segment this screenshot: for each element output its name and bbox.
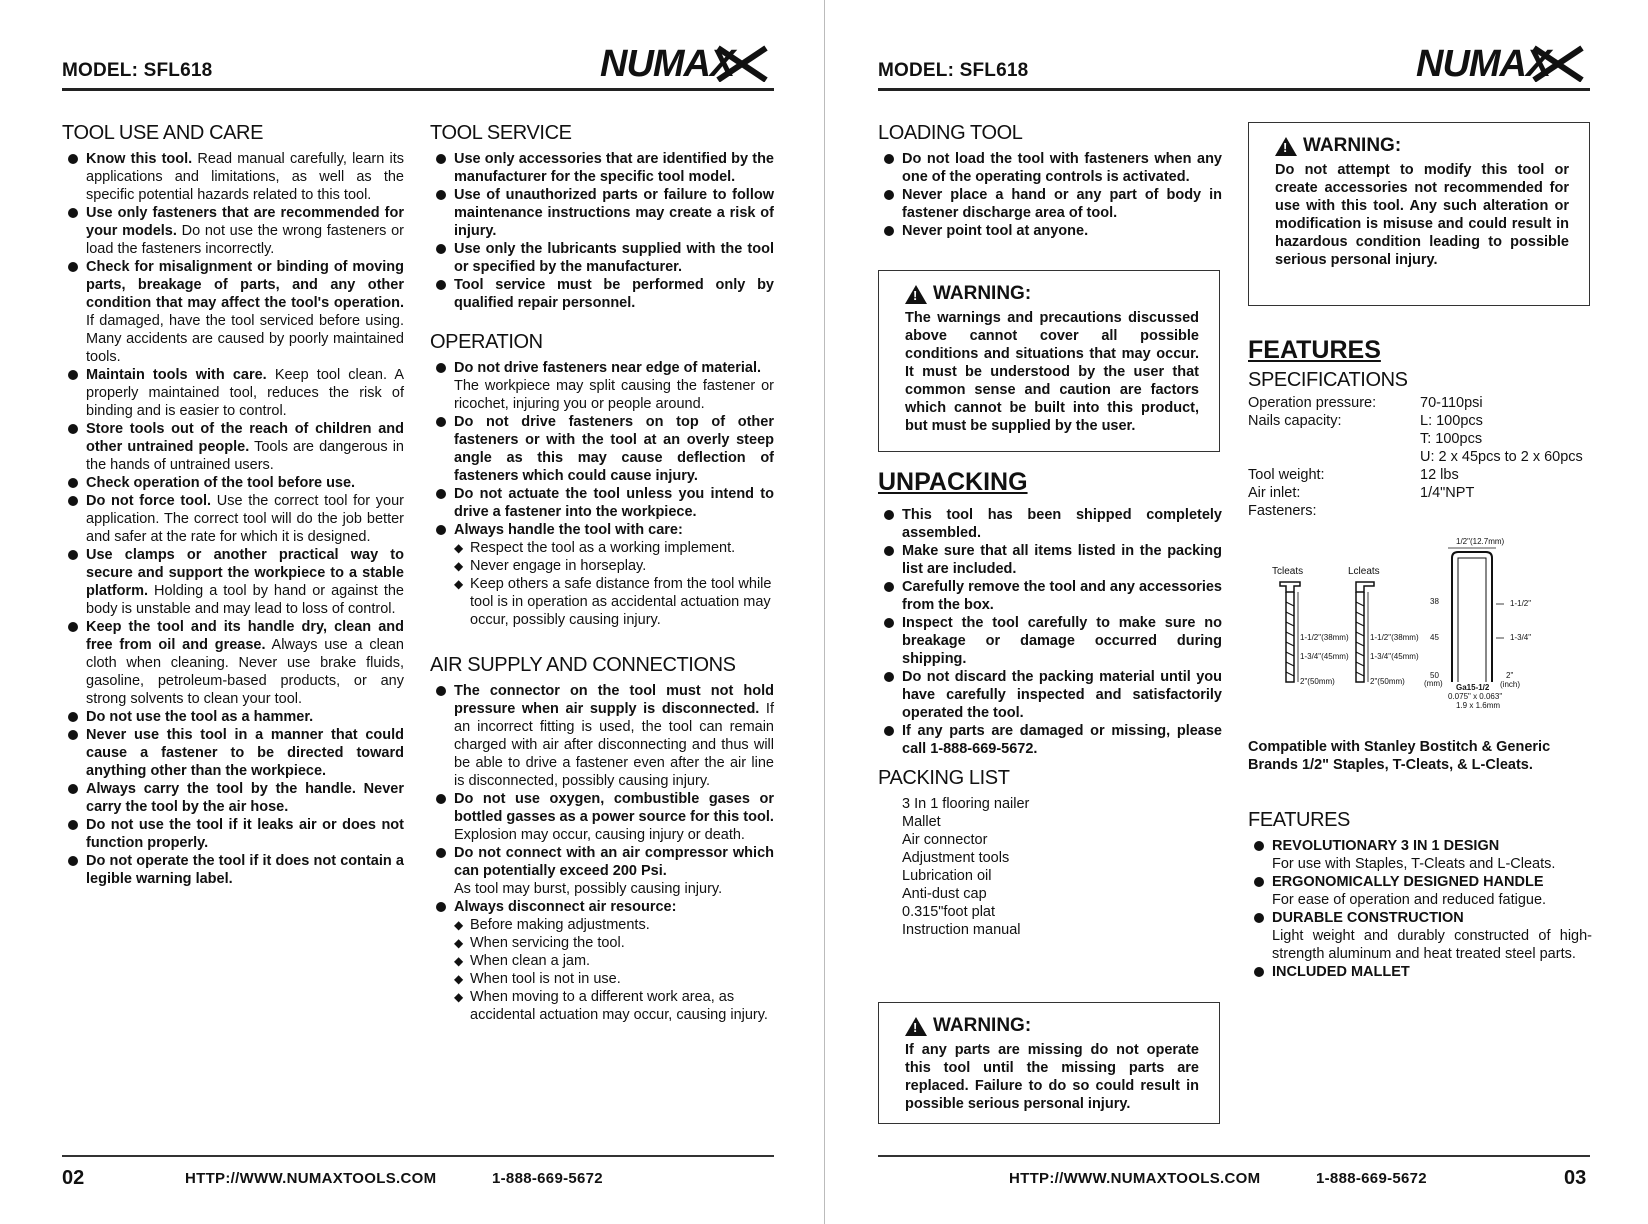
- footer-url: HTTP://WWW.NUMAXTOOLS.COM: [185, 1170, 437, 1187]
- numax-logo: [1414, 44, 1584, 82]
- list-item: Tool service must be performed only by qualified repair personnel.: [430, 276, 774, 312]
- list-item: Do not drive fasteners on top of other fasteners or with the tool at an overly steep angle as this may cause deflection of fasteners which could cause injury.: [430, 413, 774, 485]
- lcleat-head-icon: [1356, 582, 1374, 592]
- list-item: Never use this tool in a manner that could cause a fastener to be directed toward anything other than the workpiece.: [62, 726, 404, 780]
- air-supply-list: [430, 682, 774, 1024]
- list-item: Lubrication oil: [902, 868, 992, 884]
- tool-use-section: [62, 121, 404, 888]
- list-item: Check operation of the tool before use.: [62, 474, 404, 492]
- warning-triangle-icon: [905, 285, 927, 304]
- list-item: Do not actuate the tool unless you intend to drive a fastener into the workpiece.: [430, 485, 774, 521]
- list-item: If any parts are damaged or missing, please call 1-888-669-5672.: [878, 722, 1222, 758]
- list-item: Use of unauthorized parts or failure to follow maintenance instructions may create a risk of injury.: [430, 186, 774, 240]
- specifications-title: SPECIFICATIONS: [1248, 369, 1408, 391]
- list-item: Instruction manual: [902, 922, 1021, 938]
- loading-column: [878, 121, 1222, 240]
- list-item: Do not use oxygen, combustible gases or bottled gasses as a power source for this tool. Explosion may occur, causing injury or death.: [430, 790, 774, 844]
- list-item: ERGONOMICALLY DESIGNED HANDLE For ease of operation and reduced fatigue.: [1248, 873, 1592, 909]
- list-item: REVOLUTIONARY 3 IN 1 DESIGN For use with Staples, T-Cleats and L-Cleats.: [1248, 837, 1592, 873]
- staple-inch-unit: (inch): [1500, 680, 1521, 689]
- list-item: The connector on the tool must not hold pressure when air supply is disconnected. If an incorrect fitting is used, the tool can remain charged with air after disconnecting and thus will be able to drive a fastener even after the air line is disconnected, possibly causing injury.: [430, 682, 774, 790]
- header-rule: [62, 88, 774, 91]
- list-item: Do not discard the packing material until you have carefully inspected and satisfactorily operated the tool.: [878, 668, 1222, 722]
- list-item: Air connector: [902, 832, 988, 848]
- tool-use-list: [62, 150, 404, 888]
- staple-mm-unit: (mm): [1424, 679, 1443, 688]
- list-item: Anti-dust cap: [902, 886, 987, 902]
- list-item: Always disconnect air resource: ◆ Before making adjustments. ◆ When servicing the tool. ◆ When clean a jam. ◆ When tool is not in use. ◆ When moving to a different work area, as accidental actuation may occur, causing injury.: [430, 898, 774, 1024]
- unpacking-column: [878, 470, 1222, 939]
- warning-text: The warnings and precautions discussed above cannot cover all possible conditions and situations that may occur. It must be understood by the user that common sense and caution are factors which cannot be built into this product, but must be supplied by the user.: [905, 310, 1199, 434]
- header-rule: [878, 88, 1590, 91]
- features-title: FEATURES: [1248, 809, 1350, 831]
- staple-dim-mm: 1.9 x 1.6mm: [1456, 701, 1501, 710]
- list-item: Do not use the tool if it leaks air or does not function properly.: [62, 816, 404, 852]
- footer-rule: [878, 1155, 1590, 1157]
- tcleats-label: Tcleats: [1272, 566, 1304, 577]
- sub-item: ◆ When servicing the tool.: [454, 934, 774, 952]
- warning-heading: ! WARNING:: [905, 283, 1199, 305]
- lcleat-dim-1: 1-1/2"(38mm): [1370, 633, 1419, 642]
- loading-title: LOADING TOOL: [878, 122, 1023, 144]
- specifications-table: Operation pressure: 70-110psi Nails capacity: L: 100pcs T: 100pcs U: 2 x 45pcs to 2 x 60pcs Tool weight: 12 lbs Air inlet: 1/4"NPT Fasteners:: [1248, 395, 1583, 519]
- list-item: Do not operate the tool if it does not contain a legible warning label.: [62, 852, 404, 888]
- features-list: [1248, 837, 1592, 981]
- list-item: Know this tool. Read manual carefully, learn its applications and limitations, as well as the specific potential hazards related to this tool.: [62, 150, 404, 204]
- features-main-title: FEATURES: [1248, 336, 1381, 364]
- lcleats-label: Lcleats: [1348, 566, 1380, 577]
- sub-item: ◆ Never engage in horseplay.: [454, 557, 774, 575]
- warning-box-precautions: [878, 270, 1220, 452]
- numax-logo: [598, 44, 768, 82]
- list-item: Use only accessories that are identified by the manufacturer for the specific tool model.: [430, 150, 774, 186]
- footer-phone: 1-888-669-5672: [1316, 1170, 1427, 1187]
- staple-inch-134: 1-3/4": [1510, 633, 1532, 642]
- staple-mm-38: 38: [1430, 597, 1439, 606]
- footer-phone: 1-888-669-5672: [492, 1170, 603, 1187]
- operation-list: [430, 359, 774, 629]
- model-label: MODEL: SFL618: [62, 60, 213, 81]
- list-item: Maintain tools with care. Keep tool clean. A properly maintained tool, reduces the risk of binding and is easier to control.: [62, 366, 404, 420]
- list-item: Use only fasteners that are recommended for your models. Do not use the wrong fasteners or load the fasteners incorrectly.: [62, 204, 404, 258]
- warning-triangle-icon: [1275, 137, 1297, 156]
- loading-list: [878, 150, 1222, 240]
- warning-box-modify: [1248, 122, 1590, 306]
- packing-list-title: PACKING LIST: [878, 767, 1010, 789]
- list-item: 3 In 1 flooring nailer: [902, 796, 1030, 812]
- page-number: 03: [1564, 1167, 1587, 1189]
- compatibility-note: Compatible with Stanley Bostitch & Generic Brands 1/2" Staples, T-Cleats, & L-Cleats.: [1248, 739, 1551, 773]
- warning-text: If any parts are missing do not operate this tool until the missing parts are replaced. Failure to do so could result in possible serious personal injury.: [905, 1042, 1199, 1112]
- features-section: [1248, 808, 1592, 981]
- lcleat-dim-2: 1-3/4"(45mm): [1370, 652, 1419, 661]
- model-label: MODEL: SFL618: [878, 60, 1029, 81]
- tool-use-title: TOOL USE AND CARE: [62, 122, 264, 144]
- packing-list: [902, 795, 1222, 939]
- list-item: Do not connect with an air compressor which can potentially exceed 200 Psi. As tool may burst, possibly causing injury.: [430, 844, 774, 898]
- list-item: Use only the lubricants supplied with the tool or specified by the manufacturer.: [430, 240, 774, 276]
- tool-service-column: [430, 121, 774, 1024]
- list-item: Carefully remove the tool and any accessories from the box.: [878, 578, 1222, 614]
- list-item: Do not drive fasteners near edge of material. The workpiece may split causing the fastener or ricochet, injuring you or people around.: [430, 359, 774, 413]
- list-item: 0.315"foot plat: [902, 904, 996, 920]
- air-supply-title: AIR SUPPLY AND CONNECTIONS: [430, 654, 736, 676]
- tcleat-dim-3: 2"(50mm): [1300, 677, 1335, 686]
- list-item: Keep the tool and its handle dry, clean and free from oil and grease. Always use a clean cloth when cleaning. Never use brake fluids, gasoline, petroleum-based products, or any strong solvents to clean your tool.: [62, 618, 404, 708]
- list-item: Always carry the tool by the handle. Never carry the tool by the air hose.: [62, 780, 404, 816]
- logo-text: NUMAX: [600, 44, 735, 82]
- right-page: [824, 0, 1648, 1224]
- unpacking-list: [878, 506, 1222, 758]
- list-item: Always handle the tool with care: ◆ Respect the tool as a working implement. ◆ Never engage in horseplay. ◆ Keep others a safe distance from the tool while tool is in operation as accidental actuation may occur, possibly causing injury.: [430, 521, 774, 629]
- lcleat-dim-3: 2"(50mm): [1370, 677, 1405, 686]
- list-item: INCLUDED MALLET: [1248, 963, 1592, 981]
- list-item: Make sure that all items listed in the packing list are included.: [878, 542, 1222, 578]
- logo-text: NUMAX: [1416, 44, 1551, 82]
- tcleat-head-icon: [1280, 582, 1300, 592]
- list-item: Store tools out of the reach of children and other untrained people. Tools are dangerous in the hands of untrained users.: [62, 420, 404, 474]
- fastener-diagram: [1260, 532, 1590, 718]
- warning-heading: ! WARNING:: [905, 1015, 1199, 1037]
- list-item: Mallet: [902, 814, 941, 830]
- warning-text: Do not attempt to modify this tool or create accessories not recommended for use with this tool. Any such alteration or modification is misuse and could result in hazardous condition leading to possible serious personal injury.: [1275, 162, 1569, 268]
- operation-title: OPERATION: [430, 331, 543, 353]
- list-item: Do not load the tool with fasteners when any one of the operating controls is activated.: [878, 150, 1222, 186]
- tool-service-title: TOOL SERVICE: [430, 122, 572, 144]
- sub-item: ◆ Keep others a safe distance from the tool while tool is in operation as accidental actuation may occur, possibly causing injury.: [454, 575, 774, 629]
- sub-item: ◆ Respect the tool as a working implement.: [454, 539, 774, 557]
- list-item: Never point tool at anyone.: [878, 222, 1222, 240]
- staple-gauge: Ga15-1/2: [1456, 683, 1490, 692]
- staple-inch-2: 2": [1506, 671, 1514, 680]
- list-item: DURABLE CONSTRUCTION Light weight and durably constructed of high-strength aluminum and heat treated steel parts.: [1248, 909, 1592, 963]
- list-item: Inspect the tool carefully to make sure no breakage or damage occurred during shipping.: [878, 614, 1222, 668]
- sub-item: ◆ When tool is not in use.: [454, 970, 774, 988]
- sub-item: ◆ Before making adjustments.: [454, 916, 774, 934]
- sub-item: ◆ When clean a jam.: [454, 952, 774, 970]
- warning-heading: ! WARNING:: [1275, 135, 1569, 157]
- list-item: Never place a hand or any part of body in fastener discharge area of tool.: [878, 186, 1222, 222]
- tcleat-dim-2: 1-3/4"(45mm): [1300, 652, 1349, 661]
- unpacking-title: UNPACKING: [878, 468, 1028, 496]
- footer-rule: [62, 1155, 774, 1157]
- list-item: Check for misalignment or binding of moving parts, breakage of parts, and any other condition that may affect the tool's operation. If damaged, have the tool serviced before using. Many accidents are caused by poorly maintained tools.: [62, 258, 404, 366]
- warning-triangle-icon: [905, 1017, 927, 1036]
- staple-dim-inch: 0.075" x 0.063": [1448, 692, 1503, 701]
- list-item: Do not force tool. Use the correct tool for your application. The correct tool will do the job better and safer at the rate for which it is designed.: [62, 492, 404, 546]
- list-item: This tool has been shipped completely assembled.: [878, 506, 1222, 542]
- staple-mm-50: 50: [1430, 671, 1439, 680]
- list-item: Use clamps or another practical way to secure and support the workpiece to a stable platform. Holding a tool by hand or against the body is unstable and may lead to loss of control.: [62, 546, 404, 618]
- page-number: 02: [62, 1167, 85, 1189]
- list-item: Do not use the tool as a hammer.: [62, 708, 404, 726]
- staple-width-label: 1/2"(12.7mm): [1456, 537, 1505, 546]
- features-column: [1248, 338, 1592, 520]
- footer-url: HTTP://WWW.NUMAXTOOLS.COM: [1009, 1170, 1261, 1187]
- tcleat-dim-1: 1-1/2"(38mm): [1300, 633, 1349, 642]
- list-item: Adjustment tools: [902, 850, 1010, 866]
- staple-mm-45: 45: [1430, 633, 1439, 642]
- sub-item: ◆ When moving to a different work area, as accidental actuation may occur, causing injury.: [454, 988, 774, 1024]
- warning-box-missing-parts: [878, 1002, 1220, 1124]
- staple-inch-112: 1-1/2": [1510, 599, 1532, 608]
- tool-service-list: [430, 150, 774, 312]
